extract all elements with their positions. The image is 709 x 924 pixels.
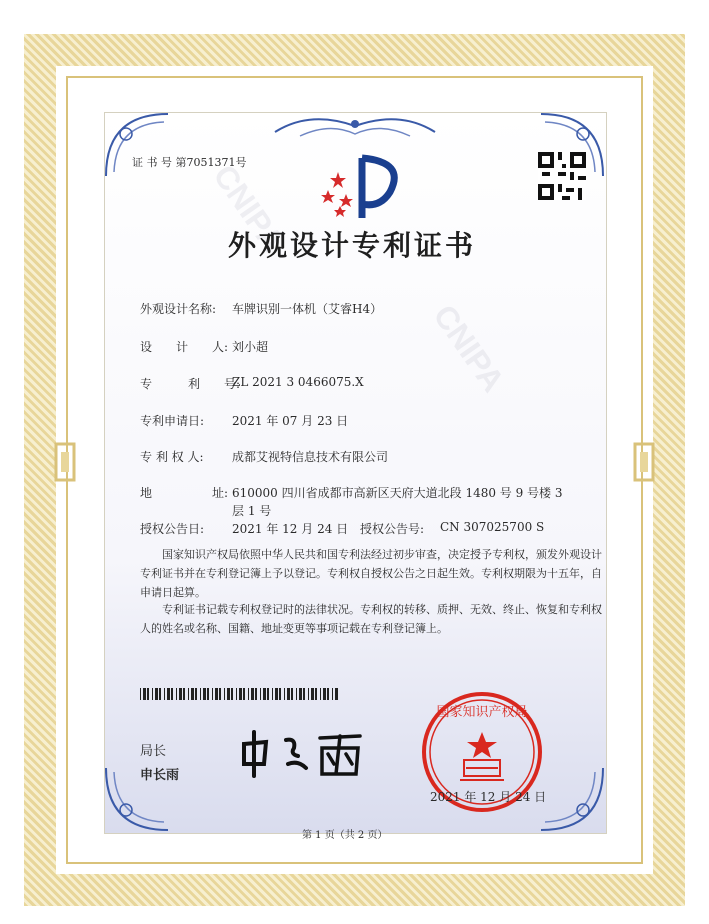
barcode-bar [215,688,218,700]
design-name-value: 车牌识别一体机（艾睿H4） [232,302,383,316]
barcode-bar [275,688,278,700]
right-ornament [629,432,659,492]
grant-date-label: 授权公告日: [140,522,205,536]
barcode-bar [171,688,173,700]
director-name: 申长雨 [140,767,180,782]
seal-date: 2021 年 12 月 24 日 [430,790,547,804]
patentee-value: 成都艾视特信息技术有限公司 [232,450,389,464]
director-title: 局长 [140,743,167,758]
cnipa-logo [318,152,408,224]
barcode-bar [219,688,221,700]
barcode-bar [231,688,233,700]
barcode-bar [159,688,161,700]
grant-number-value: CN 307025700 S [440,520,545,534]
barcode-bar [143,688,146,700]
barcode-bar [296,688,297,700]
barcode-bar [251,688,254,700]
barcode-bar [263,688,266,700]
barcode-bar [315,688,317,700]
patent-number-value: ZL 2021 3 0466075.X [232,375,364,389]
barcode-bar [243,688,245,700]
address-line-1: 610000 四川省成都市高新区天府大道北段 1480 号 9 号楼 3 [232,486,563,500]
qr-code-icon [538,152,586,200]
barcode-bar [335,688,338,700]
barcode-bar [188,688,189,700]
barcode-bar [203,688,206,700]
barcode-bar [284,688,285,700]
barcode-bar [320,688,321,700]
patent-number-label: 专 利 号: [140,377,241,391]
barcode-bar [332,688,333,700]
barcode-bar [212,688,213,700]
barcode-bar [140,688,141,700]
barcode-bar [255,688,257,700]
barcode-bar [323,688,326,700]
barcode-bar [179,688,182,700]
application-date-value: 2021 年 07 月 23 日 [232,414,349,428]
design-name-label: 外观设计名称: [140,302,217,316]
barcode-bar [155,688,158,700]
barcode-bar [191,688,194,700]
left-ornament [50,432,80,492]
address-line-2: 层 1 号 [232,504,272,518]
barcode-bar [236,688,237,700]
grant-number-label: 授权公告号: [360,522,425,536]
barcode-bar [260,688,261,700]
barcode-bar [303,688,305,700]
grant-date-value: 2021 年 12 月 24 日 [232,522,349,536]
barcode-bar [267,688,269,700]
barcode-bar [239,688,242,700]
barcode-bar [224,688,225,700]
barcode-bar [207,688,209,700]
patentee-label: 专 利 权 人: [140,450,204,464]
address-label: 地 址: [140,486,229,500]
seal-text: 国家知识产权局 [436,705,528,720]
watermark: CNIPA [426,298,512,399]
barcode-bar [227,688,230,700]
legal-status-paragraph: 专利证书记载专利权登记时的法律状况。专利权的转移、质押、无效、终止、恢复和专利权人的姓名或名称、国籍、地址变更等事项记载在专利登记簿上。 [140,603,602,635]
barcode-bar [248,688,249,700]
barcode-bar [308,688,309,700]
barcode-bar [167,688,170,700]
director-signature [236,724,366,780]
barcode-bar [200,688,201,700]
grant-statement-paragraph: 国家知识产权局依照中华人民共和国专利法经过初步审查，决定授予专利权，颁发外观设计专利证书并在专利登记簿上予以登记。专利权自授权公告之日起生效。专利权期限为十五年，自申请日起算。 [140,548,602,599]
barcode-bar [272,688,273,700]
barcode-bar [279,688,281,700]
application-date-label: 专利申请日: [140,414,205,428]
barcode-bar [291,688,293,700]
barcode-bar [164,688,165,700]
designer-label: 设 计 人: [140,340,229,354]
certificate-number: 证 书 号 第7051371号 [132,156,247,169]
barcode-bar [152,688,153,700]
barcode-bar [311,688,314,700]
watermark: CNIPA [206,158,292,259]
barcode-bar [327,688,329,700]
corner-ornament-bottom-right [539,766,605,832]
barcode-bar [176,688,177,700]
barcode-bar [287,688,290,700]
barcode-bar [195,688,197,700]
page-title: 外观设计专利证书 [228,229,477,262]
page-footer: 第 1 页（共 2 页） [302,830,388,841]
barcode-bar [299,688,302,700]
barcode-bar [183,688,185,700]
barcode [140,688,340,700]
top-center-ornament [270,110,440,144]
designer-value: 刘小超 [232,340,269,354]
barcode-bar [147,688,149,700]
